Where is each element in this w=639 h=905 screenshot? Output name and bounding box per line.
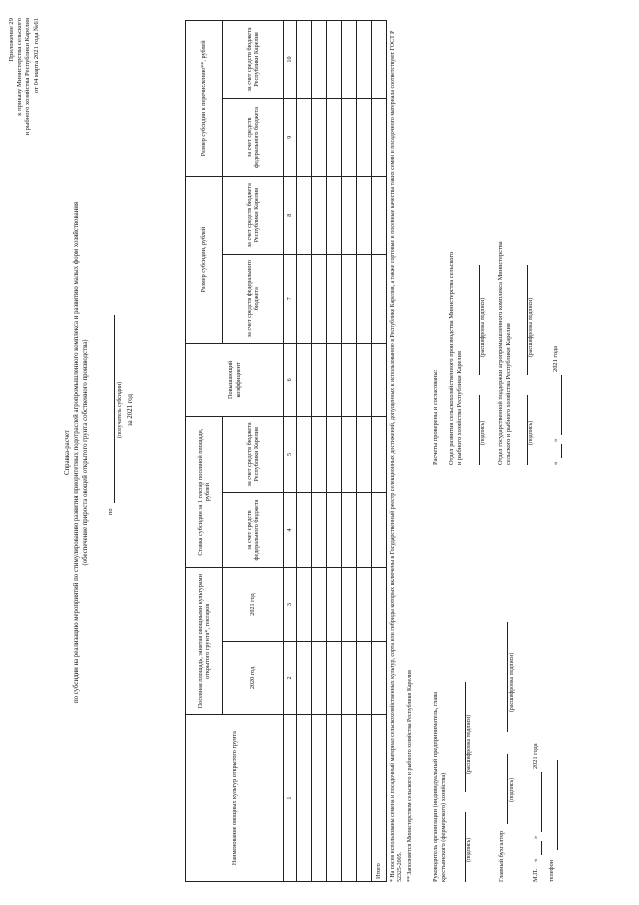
table-cell[interactable] [312,715,327,882]
recipient-caption: (получатель субсидии) [117,381,123,439]
recipient-line [104,315,116,515]
column-number: 7 [284,254,297,343]
checked-date-row [552,145,566,465]
subsidy-table [185,20,387,882]
header-size-federal: за счет средств федерального бюджета [223,254,284,343]
table-row [342,21,357,882]
checked-heading: Расчеты проверены и согласованы: [432,369,439,465]
title-note: (обеспечение прироста овощей открытого грунта собственного производства) [81,339,89,566]
accountant-label: Главный бухгалтер [498,830,505,882]
table-cell[interactable] [357,21,372,99]
table-cell[interactable] [357,715,372,882]
dept1-block [448,45,464,465]
stamp-label: М.П. [532,868,539,882]
header-rate-federal: за счет средств федерального бюджета [223,492,284,568]
table-cell[interactable] [372,21,387,99]
quote-close: » [532,835,539,839]
dept2-name: сельского и рыбного хозяйства Республики Карелия [505,323,512,465]
header-rate-karelia: за счет средств бюджета Республики Карелия [223,417,284,493]
table-cell[interactable] [312,568,327,641]
footnote-2: ** Заполняется Министерством сельского и рыбного хозяйства Республики Карелия [406,670,413,882]
signature-decoding-line [506,622,508,732]
table-cell[interactable] [327,343,342,416]
signature-caption: (подпись) [509,777,515,802]
header-crop-name: Наименование овощных культур открытого грунта [186,715,284,882]
table-cell[interactable] [327,641,342,714]
table-cell[interactable] [327,176,342,254]
phone-row [548,562,562,882]
table-cell[interactable] [312,176,327,254]
table-cell[interactable] [357,492,372,568]
head-signature-row [464,582,484,882]
decoding-caption: (расшифровка подписи) [480,297,486,357]
table-cell[interactable] [297,254,312,343]
table-cell[interactable] [372,641,387,714]
table-cell[interactable] [312,343,327,416]
recipient-underline [113,315,115,503]
table-cell[interactable] [342,417,357,493]
report-year: за 2021 год [127,394,134,426]
table-cell[interactable] [372,98,387,176]
title-subject: по субсидии на реализацию мероприятий по стимулированию развития приоритетных подотраслей агропромышленного комплекса и развитию малых форм хозяйствования [73,202,81,703]
table-row [327,21,342,882]
footnotes [390,20,414,882]
table-cell[interactable] [297,715,312,882]
table-cell[interactable] [297,492,312,568]
year-suffix: 2021 года [532,743,539,769]
appendix-number: Приложение 29 [8,18,15,62]
header-area-2021: 2021 год [223,568,284,641]
table-cell[interactable] [342,176,357,254]
decoding-caption: (расшифровка подписи) [509,652,515,712]
dept2-block [497,45,513,465]
table-cell[interactable] [327,568,342,641]
phone-label: телефон [548,859,555,882]
dept1-signature-row [478,145,498,465]
table-cell[interactable] [327,254,342,343]
column-number: 9 [284,98,297,176]
appendix-line: и рыбного хозяйства Республики Карелия [24,18,32,136]
table-cell[interactable] [342,254,357,343]
head-title: Руководитель организации (индивидуальный предприниматель, глава [432,692,439,882]
stamp-date-row [532,562,546,882]
table-cell[interactable] [297,568,312,641]
header-transfer-karelia: за счет средств бюджета Республики Карелия [223,21,284,99]
table-cell[interactable] [357,254,372,343]
table-cell[interactable] [297,641,312,714]
page-title: Справка-расчет [64,430,71,475]
table-cell[interactable] [297,98,312,176]
table-cell[interactable] [342,568,357,641]
quote-close: » [552,438,559,442]
table-cell[interactable] [312,417,327,493]
dept2-name: Отдел государственной поддержки агропромышленного комплекса Министерства [497,241,504,465]
table-cell[interactable] [372,417,387,493]
table-cell[interactable] [312,254,327,343]
table-row [312,21,327,882]
month-line [540,772,542,832]
table-cell[interactable] [312,21,327,99]
appendix-order-date: от 04 марта 2021 года №61 [32,18,40,94]
phone-line [556,760,558,850]
table-cell[interactable] [372,176,387,254]
table-cell[interactable] [357,417,372,493]
header-size-karelia: за счет средств бюджета Республики Карелия [223,176,284,254]
table-cell[interactable] [342,98,357,176]
appendix-block [8,18,41,278]
column-number: 2 [284,641,297,714]
table-cell[interactable] [372,492,387,568]
signature-caption: (подпись) [528,420,534,445]
head-title: крестьянского (фермерского) хозяйства) [440,772,447,882]
quote-open: « [532,858,539,862]
table-cell[interactable] [342,21,357,99]
by-label: по [107,508,115,515]
appendix-line: к приказу Министерства сельского [16,18,24,116]
table-cell[interactable] [327,417,342,493]
column-number: 5 [284,417,297,493]
column-number: 6 [284,343,297,416]
month-line [560,375,562,435]
footnote-1: * На посев использованы семена и посадочный материал сельскохозяйственных культур, сорта или гибриды которых включены в Государственный реестр селекционных достижений, допущенных к использованию в Республике Карелия, а также сортовые и посевные качества таких семян и посадочного материала соответствуют ГОСТ Р 52325-2005. [390,30,404,882]
dept2-signature-row [526,145,546,465]
table-cell[interactable] [342,492,357,568]
decoding-caption: (расшифровка подписи) [528,297,534,357]
header-area-group: Посевная площадь, занятая овощными культурами открытого грунта*, гектаров [186,568,223,715]
day-line [540,841,542,855]
dept1-name: Отдел развития сельскохозяйственного производства Министерства сельского [448,251,455,465]
header-size-group: Размер субсидии, рублей [186,176,223,343]
table-cell[interactable] [297,417,312,493]
table-cell[interactable] [297,343,312,416]
table-cell[interactable] [357,176,372,254]
table-cell[interactable] [312,641,327,714]
signatures-block [432,482,448,882]
table-cell[interactable] [357,568,372,641]
table-row [297,21,312,882]
column-number: 4 [284,492,297,568]
table-cell[interactable] [342,715,357,882]
header-rate-group: Ставка субсидии за 1 гектар посевной площади, рублей [186,417,223,568]
column-number: 3 [284,568,297,641]
table-cell[interactable] [327,492,342,568]
table-cell[interactable] [327,98,342,176]
table-cell[interactable] [372,254,387,343]
table-cell[interactable] [357,98,372,176]
table-cell[interactable] [312,98,327,176]
column-number: 8 [284,176,297,254]
table-cell[interactable] [342,343,357,416]
header-coefficient: Повышающий коэффициент [186,343,284,416]
table-cell[interactable] [312,492,327,568]
title-block [64,40,90,865]
table-row [357,21,372,882]
quote-open: « [552,461,559,465]
header-transfer-federal: за счет средств федерального бюджета [223,98,284,176]
table-cell[interactable] [357,343,372,416]
table-cell[interactable] [297,21,312,99]
table-cell[interactable] [372,343,387,416]
decoding-caption: (расшифровка подписи) [466,714,472,774]
day-line [560,444,562,458]
accountant-row [500,562,522,882]
header-area-2020: 2020 год [223,641,284,714]
signature-caption: (подпись) [466,837,472,862]
signature-caption: (подпись) [480,420,486,445]
header-transfer-group: Размер субсидии к перечислению**, рублей [186,21,223,177]
column-number: 1 [284,715,297,882]
table-cell[interactable] [342,641,357,714]
dept1-name: и рыбного хозяйства Республики Карелия [456,351,463,465]
year-suffix: 2021 года [552,346,559,372]
table-cell[interactable] [327,715,342,882]
total-label: Итого [372,715,387,882]
table-cell[interactable] [357,641,372,714]
table-cell[interactable] [297,176,312,254]
column-number: 10 [284,21,297,99]
table-cell[interactable] [372,568,387,641]
table-cell[interactable] [327,21,342,99]
signature-line [506,754,508,824]
total-row [372,21,387,882]
